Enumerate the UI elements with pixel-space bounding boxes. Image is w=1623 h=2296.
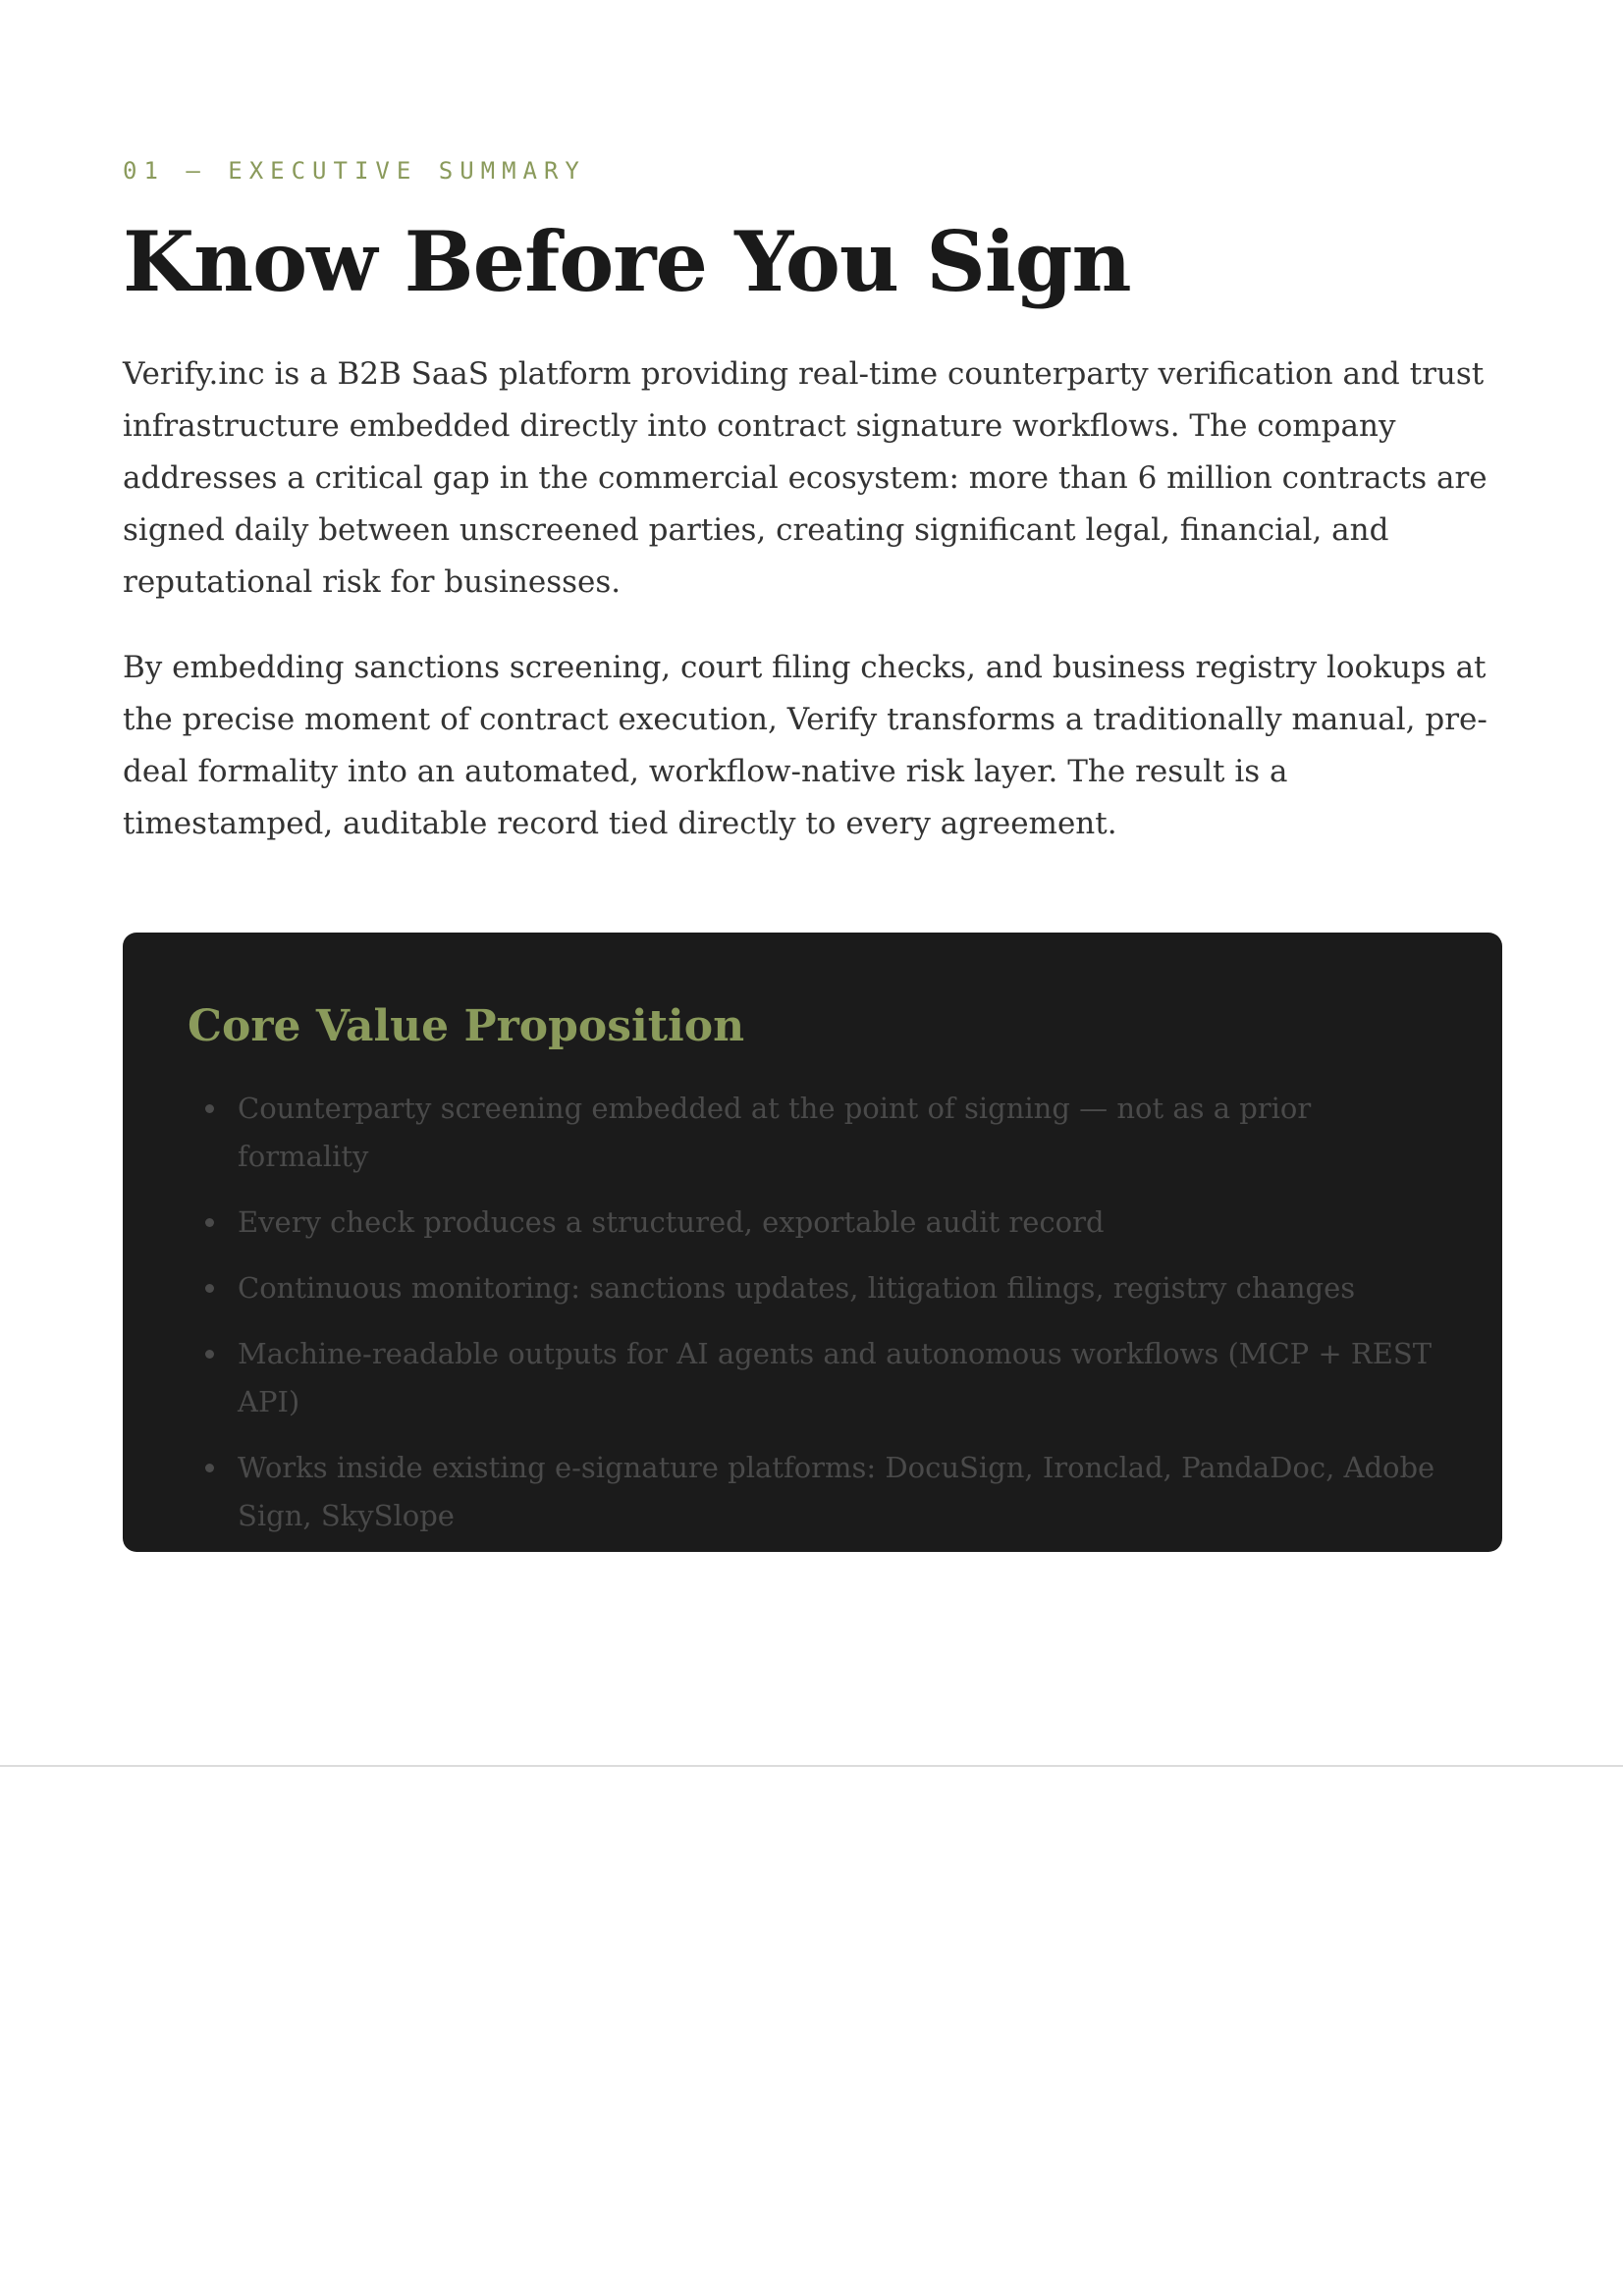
list-item-text: Continuous monitoring: sanctions updates, litigation filings, registry changes: [238, 1270, 1356, 1305]
body-paragraph: By embedding sanctions screening, court filing checks, and business registry lookups at the precise moment of contract execution, Verify transforms a traditionally manual, pre-deal formality into an automated, workflow-native risk layer. The result is a timestamped, auditable record tied directly to every agreement.: [123, 649, 1488, 841]
list-item-text: Counterparty screening embedded at the point of signing — not as a prior formality: [238, 1091, 1312, 1173]
list-item: [188, 1085, 1437, 1181]
list-item: [188, 1199, 1437, 1247]
bullet-icon: [205, 1350, 214, 1359]
page-divider: [0, 1765, 1623, 1767]
section-eyebrow: 01 — EXECUTIVE SUMMARY: [123, 157, 586, 185]
executive-summary-section: [123, 157, 1502, 883]
value-proposition-card: [123, 933, 1502, 1552]
list-item-text: Machine-readable outputs for AI agents and autonomous workflows (MCP + REST API): [238, 1336, 1433, 1418]
list-item: [188, 1264, 1437, 1312]
list-item: [188, 1330, 1437, 1426]
list-item-text: Works inside existing e-signature platforms: DocuSign, Ironclad, PandaDoc, Adobe Sign, SkySlope: [238, 1450, 1435, 1532]
intro-paragraph: Verify.inc is a B2B SaaS platform providing real-time counterparty verification and trust infrastructure embedded directly into contract signature workflows. The company addresses a critical gap in the commercial ecosystem: more than 6 million contracts are signed daily between unscreened parties, creating significant legal, financial, and reputational risk for businesses.: [123, 355, 1488, 600]
bullet-icon: [205, 1104, 214, 1113]
bullet-icon: [205, 1218, 214, 1227]
list-item-text: Every check produces a structured, exportable audit record: [238, 1204, 1105, 1239]
card-title: Core Value Proposition: [188, 1001, 745, 1051]
list-item: [188, 1444, 1437, 1540]
value-proposition-list: [188, 1085, 1437, 1540]
page-title: Know Before You Sign: [123, 212, 1131, 310]
bullet-icon: [205, 1464, 214, 1472]
bullet-icon: [205, 1284, 214, 1293]
